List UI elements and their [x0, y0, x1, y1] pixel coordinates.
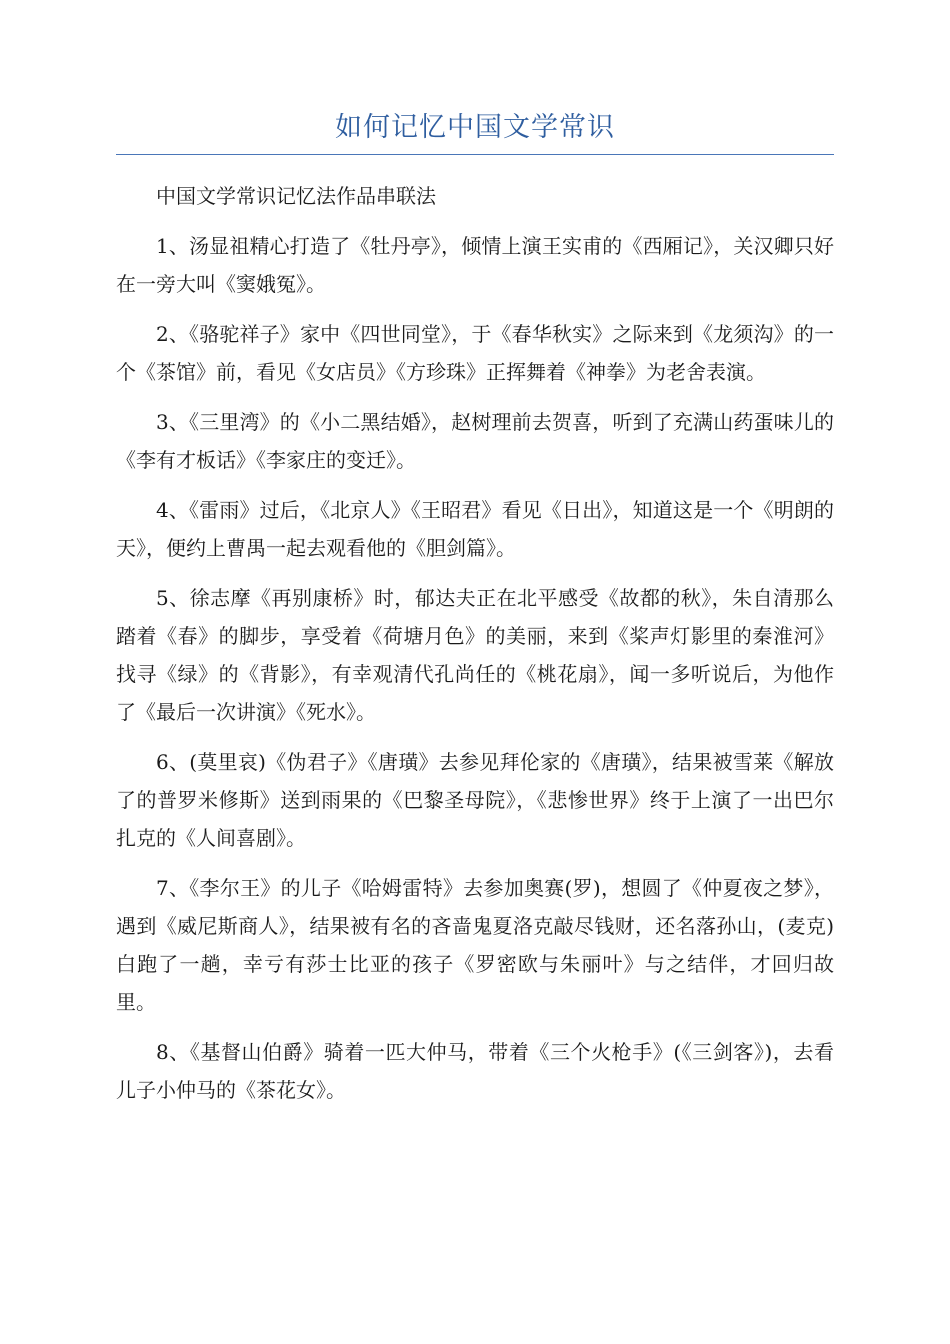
- paragraph-1: 1、汤显祖精心打造了《牡丹亭》，倾情上演王实甫的《西厢记》，关汉卿只好在一旁大叫《窦娥冤》。: [116, 234, 834, 296]
- document-body: [116, 177, 834, 1109]
- paragraph-4: 4、《雷雨》过后，《北京人》《王昭君》看见《日出》，知道这是一个《明朗的天》，便约上曹禺一起去观看他的《胆剑篇》。: [116, 498, 834, 560]
- document-subtitle: 中国文学常识记忆法作品串联法: [156, 184, 436, 208]
- paragraph-8: 8、《基督山伯爵》骑着一匹大仲马，带着《三个火枪手》(《三剑客》)，去看儿子小仲马的《茶花女》。: [116, 1040, 834, 1102]
- paragraph-3: 3、《三里湾》的《小二黑结婚》，赵树理前去贺喜，听到了充满山药蛋味儿的《李有才板话》《李家庄的变迁》。: [116, 410, 834, 472]
- document-title: 如何记忆中国文学常识: [116, 108, 834, 155]
- paragraph-2: 2、《骆驼祥子》家中《四世同堂》，于《春华秋实》之际来到《龙须沟》的一个《茶馆》前，看见《女店员》《方珍珠》正挥舞着《神拳》为老舍表演。: [116, 322, 834, 384]
- paragraph-5: 5、徐志摩《再别康桥》时，郁达夫正在北平感受《故都的秋》，朱自清那么踏着《春》的脚步，享受着《荷塘月色》的美丽，来到《桨声灯影里的秦淮河》找寻《绿》的《背影》，有幸观清代孔尚任的《桃花扇》，闻一多听说后，为他作了《最后一次讲演》《死水》。: [116, 586, 834, 724]
- paragraph-7: 7、《李尔王》的儿子《哈姆雷特》去参加奥赛(罗)，想圆了《仲夏夜之梦》，遇到《威尼斯商人》，结果被有名的吝啬鬼夏洛克敲尽钱财，还名落孙山，(麦克)白跑了一趟，幸亏有莎士比亚的孩子《罗密欧与朱丽叶》与之结伴，才回归故里。: [116, 876, 834, 1014]
- paragraph-6: 6、(莫里哀)《伪君子》《唐璜》去参见拜伦家的《唐璜》，结果被雪莱《解放了的普罗米修斯》送到雨果的《巴黎圣母院》，《悲惨世界》终于上演了一出巴尔扎克的《人间喜剧》。: [116, 750, 834, 850]
